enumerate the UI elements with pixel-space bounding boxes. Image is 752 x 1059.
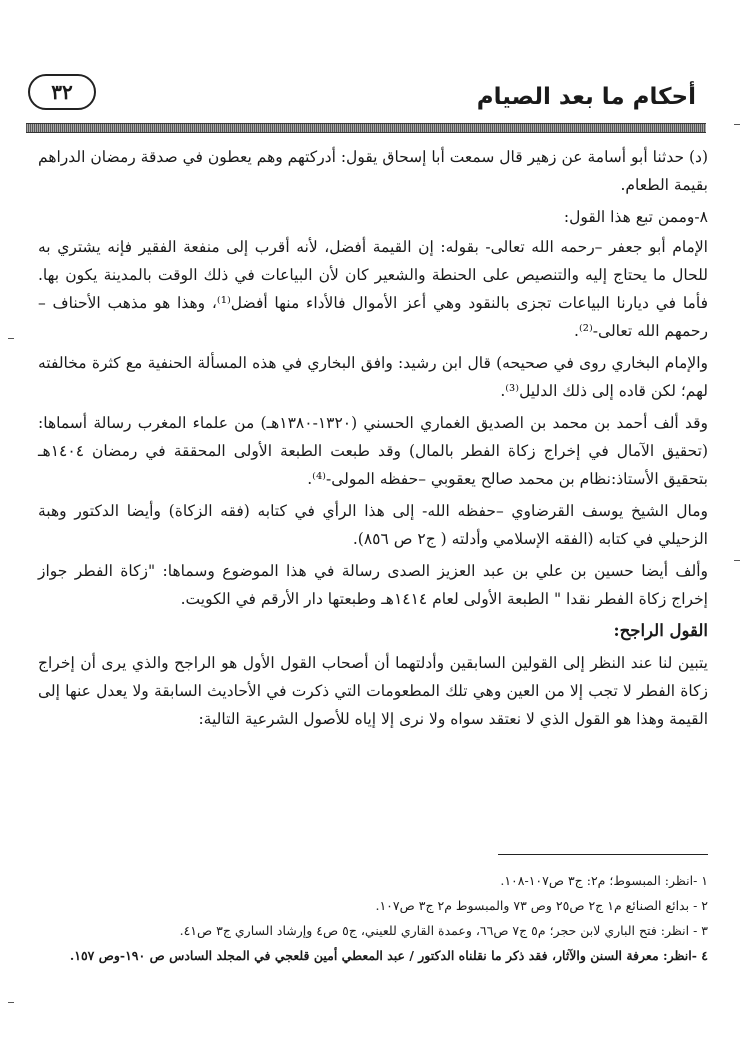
paragraph-qaradawi: ومال الشيخ يوسف القرضاوي –حفظه الله- إلى هذا الرأي في كتابه (فقه الزكاة) وأيضا الدكتور وهبة الزحيلي في كتابه (الفقه الإسلامي وأدلته ( ج٢ ص ٨٥٦). [38, 502, 708, 548]
footnote-separator [498, 854, 708, 855]
section-heading-preferred-opinion: القول الراجح: [613, 621, 708, 640]
footnote-3: ٣ - انظر: فتح الباري لابن حجر؛ م٥ ج٧ ص٦٦، وعمدة القاري للعيني، ج٥ ص٤ وإرشاد الساري ج٣ ص٤١. [179, 923, 708, 938]
paragraph-ghumari: وقد ألف أحمد بن محمد بن الصديق الغماري الحسني (١٣٢٠-١٣٨٠هـ) من علماء المغرب رسالة أسماها:(تحقيق الآمال في إخراج زكاة الفطر بالمال) وقد طبعت الطبعة الأولى المحققة في رمضان ١٤٠٤هـ بتحقيق الأستاذ:نظام بن محمد صالح يعقوبي –حفظه المولى-⁽⁴⁾. [38, 414, 708, 488]
header-rule [26, 123, 706, 133]
main-text [38, 143, 708, 737]
margin-mark [8, 338, 14, 339]
paragraph-husayn: وألف أيضا حسين بن علي بن عبد العزيز الصدى رسالة في هذا الموضوع وسماها: "زكاة الفطر جواز إخراج زكاة الفطر نقدا " الطبعة الأولى لعام ١٤١٤هـ وطبعتها دار الأرقم في الكويت. [38, 562, 708, 608]
footnote-1: ١ -انظر: المبسوط؛ م٢: ج٣ ص١٠٧-١٠٨. [500, 873, 708, 888]
margin-mark [734, 560, 740, 561]
margin-mark [734, 124, 740, 125]
footnotes [38, 868, 708, 968]
paragraph-item-8: ٨-وممن تبع هذا القول: [563, 208, 708, 226]
page-header [20, 68, 710, 118]
margin-mark [8, 1002, 14, 1003]
paragraph-conclusion: يتبين لنا عند النظر إلى القولين السابقين وأدلتهما أن أصحاب القول الأول هو الراجح والذي يرى أن إخراج زكاة الفطر لا تجب إلا من العين وهي تلك المطعومات التي ذكرت في الأحاديث السابقة ولا يعدل عنها إلى القيمة وهذا هو القول الذي لا نعتقد سواه ولا نرى إلا إياه للأصول الشرعية التالية: [38, 654, 708, 728]
footnote-4: ٤ -انظر: معرفة السنن والآثار، فقد ذكر ما نقلناه الدكتور / عبد المعطي أمين قلعجي في المجلد السادس ص ١٩٠-وص ١٥٧. [69, 948, 708, 963]
book-title: أحكام ما بعد الصيام [476, 84, 696, 110]
paragraph-bukhari: والإمام البخاري روى في صحيحه) قال ابن رشيد: وافق البخاري في هذه المسألة الحنفية مع كثرة مخالفته لهم؛ لكن قاده إلى ذلك الدليل⁽³⁾. [38, 354, 708, 400]
paragraph-narration-d: (د) حدثنا أبو أسامة عن زهير قال سمعت أبا إسحاق يقول: أدركتهم وهم يعطون في صدقة رمضان الدراهم بقيمة الطعام. [38, 148, 708, 194]
page-number: ٣٢ [28, 74, 96, 110]
paragraph-abu-jafar: الإمام أبو جعفر –رحمه الله تعالى- بقوله: إن القيمة أفضل، لأنه أقرب إلى منفعة الفقير فإنه يشتري به للحال ما يحتاج إليه والتنصيص على الحنطة والشعير كان لأن البياعات في ذلك الوقت بالمدينة يكون بها. فأما في ديارنا البياعات تجزى بالنقود وهي أعز الأموال فالأداء منها أفضل⁽¹⁾، وهذا هو مذهب الأحناف –رحمهم الله تعالى-⁽²⁾. [38, 238, 708, 340]
footnote-2: ٢ - بدائع الصنائع م١ ج٢ ص٢٥ وص ٧٣ والمبسوط م٢ ج٣ ص١٠٧. [375, 898, 708, 913]
